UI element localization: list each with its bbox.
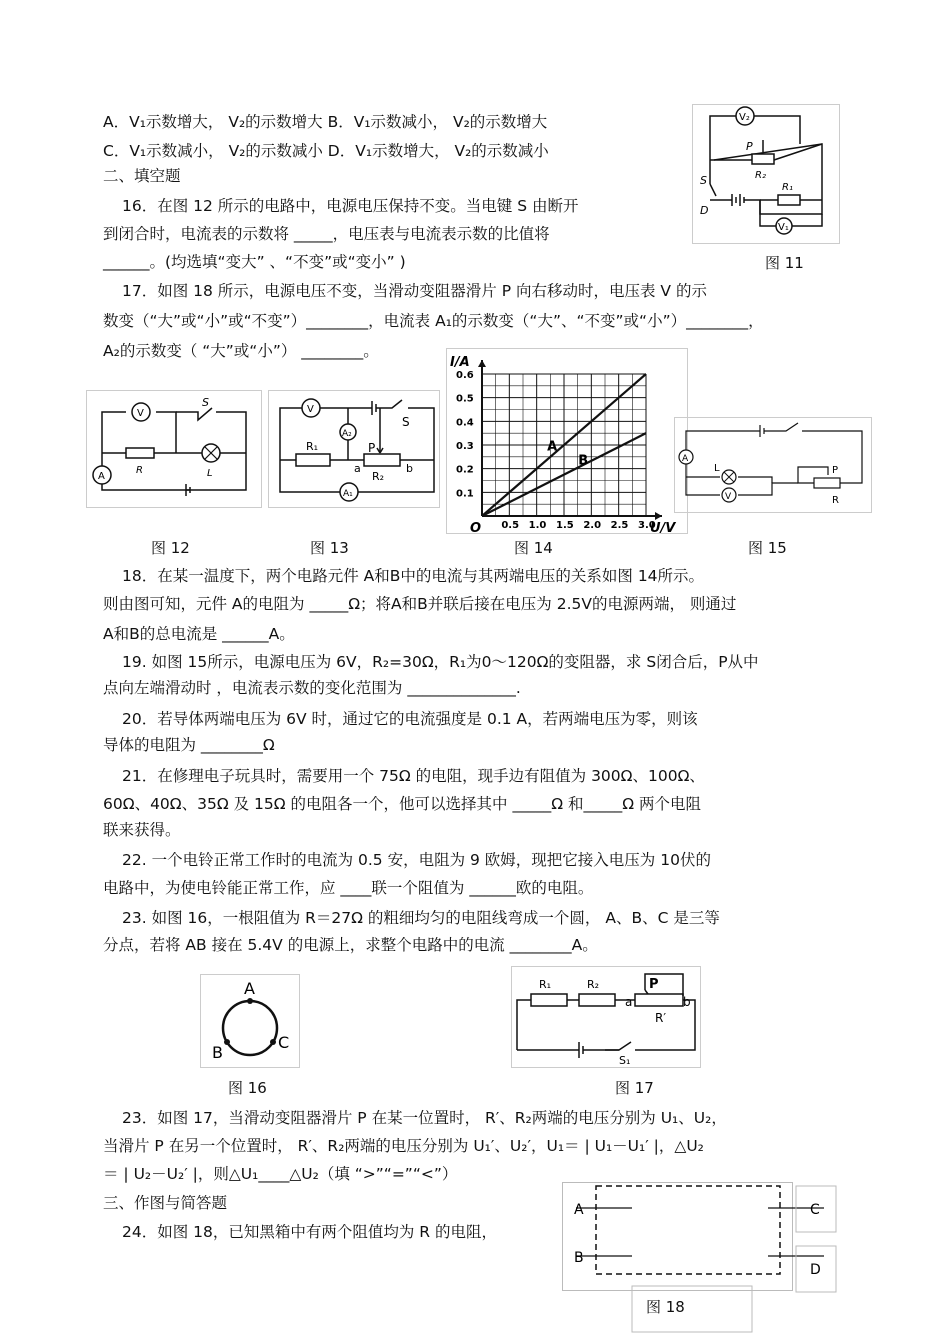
svg-text:a: a bbox=[625, 995, 633, 1009]
option-cd: C．V₁示数减小， V₂的示数减小 D．V₁示数增大， V₂的示数减小 bbox=[103, 142, 549, 160]
svg-text:D: D bbox=[700, 204, 709, 217]
terminal-a-label: A bbox=[574, 1202, 584, 1218]
x-tick-label: 0.5 bbox=[501, 520, 520, 531]
section-heading-fill: 二、填空题 bbox=[103, 167, 181, 185]
y-tick-label: 0.2 bbox=[456, 464, 474, 476]
q16-line2: 到闭合时，电流表的示数将 _____，电压表与电流表示数的比值将 bbox=[103, 225, 550, 243]
svg-text:S: S bbox=[700, 174, 707, 187]
x-axis-label: U/V bbox=[650, 521, 676, 534]
svg-text:b: b bbox=[406, 462, 413, 475]
svg-text:B: B bbox=[212, 1043, 223, 1062]
svg-text:P: P bbox=[368, 441, 376, 455]
svg-text:R₂: R₂ bbox=[372, 470, 385, 483]
figure-15-circuit bbox=[674, 417, 872, 513]
q23b-line1: 23．如图 17，当滑动变阻器滑片 P 在某一位置时， R′、R₂两端的电压分别为 U₁、U₂， bbox=[122, 1109, 727, 1127]
q19-line2: 点向左端滑动时 ，电流表示数的变化范围为 ______________. bbox=[103, 679, 521, 697]
figure-11-circuit bbox=[692, 104, 840, 244]
svg-text:R: R bbox=[832, 495, 839, 506]
svg-text:R₁: R₁ bbox=[782, 182, 793, 193]
q17-line3: A₂的示数变（ “大”或“小”） ________。 bbox=[103, 342, 379, 360]
svg-text:A: A bbox=[682, 454, 689, 464]
q17-line2: 数变（“大”或“小”或“不变”）________，电流表 A₁的示数变（“大”、“不变”或“小”）________， bbox=[103, 312, 764, 330]
y-tick-label: 0.4 bbox=[456, 417, 474, 429]
svg-text:V₁: V₁ bbox=[778, 222, 789, 233]
svg-text:P: P bbox=[832, 465, 839, 476]
figure-16-caption: 图 16 bbox=[228, 1079, 267, 1097]
origin-label: O bbox=[470, 521, 482, 534]
figure-12-caption: 图 12 bbox=[151, 539, 190, 557]
svg-text:L: L bbox=[207, 468, 213, 479]
terminal-b-label: B bbox=[574, 1250, 584, 1266]
q18-line2: 则由图可知，元件 A的电阻为 _____Ω；将A和B并联后接在电压为 2.5V的电源两端， 则通过 bbox=[103, 595, 737, 613]
y-axis-label: I/A bbox=[450, 355, 470, 370]
y-tick-label: 0.3 bbox=[456, 441, 474, 452]
option-ab: A．V₁示数增大， V₂的示数增大 B．V₁示数减小， V₂的示数增大 bbox=[103, 113, 548, 131]
x-tick-label: 2.0 bbox=[583, 520, 602, 531]
svg-text:S: S bbox=[202, 396, 209, 409]
terminal-d-label: D bbox=[810, 1262, 821, 1278]
svg-text:A₂: A₂ bbox=[342, 429, 352, 439]
y-axis-arrow bbox=[478, 360, 486, 367]
terminal-c-label: C bbox=[810, 1202, 820, 1218]
q21-line3: 联来获得。 bbox=[103, 821, 181, 839]
q20-line1: 20．若导体两端电压为 6V 时，通过它的电流强度是 0.1 A，若两端电压为零，则该 bbox=[122, 710, 698, 728]
figure-14-caption: 图 14 bbox=[514, 539, 553, 557]
q16-line3: ______。(均选填“变大” 、“不变”或“变小” ) bbox=[103, 253, 406, 271]
svg-text:R₂: R₂ bbox=[755, 170, 766, 181]
svg-text:R₁: R₁ bbox=[306, 440, 319, 453]
figure-13-caption: 图 13 bbox=[310, 539, 349, 557]
svg-text:A₁: A₁ bbox=[343, 489, 353, 499]
figure-15-caption: 图 15 bbox=[748, 539, 787, 557]
svg-text:P: P bbox=[746, 140, 753, 153]
q23a-line1: 23. 如图 16，一根阻值为 R＝27Ω 的粗细均匀的电阻线弯成一个圆， A、B、C 是三等 bbox=[122, 909, 720, 927]
q22-line1: 22. 一个电铃正常工作时的电流为 0.5 安，电阻为 9 欧姆，现把它接入电压为 10伏的 bbox=[122, 851, 711, 869]
q19-line1: 19. 如图 15所示，电源电压为 6V，R₂=30Ω，R₁为0～120Ω的变阻器，求 S闭合后，P从中 bbox=[122, 653, 759, 671]
svg-text:C: C bbox=[278, 1033, 290, 1052]
svg-text:P: P bbox=[649, 977, 659, 992]
svg-text:R: R bbox=[136, 465, 143, 476]
q18-line3: A和B的总电流是 ______A。 bbox=[103, 625, 295, 643]
figure-16-ring bbox=[200, 974, 300, 1068]
q17-line1: 17．如图 18 所示，电源电压不变，当滑动变阻器滑片 P 向右移动时，电压表 V 的示 bbox=[122, 282, 707, 300]
svg-text:b: b bbox=[683, 995, 691, 1009]
svg-text:R₁: R₁ bbox=[539, 978, 552, 991]
y-tick-label: 0.1 bbox=[456, 488, 474, 500]
figure-17-circuit bbox=[511, 966, 701, 1068]
q18-line1: 18．在某一温度下，两个电路元件 A和B中的电流与其两端电压的关系如图 14所示。 bbox=[122, 567, 705, 585]
q20-line2: 导体的电阻为 ________Ω bbox=[103, 736, 275, 754]
svg-text:a: a bbox=[354, 462, 361, 475]
x-tick-label: 2.5 bbox=[610, 520, 629, 531]
figure-11-caption: 图 11 bbox=[765, 254, 804, 272]
series-label-A: A bbox=[547, 439, 558, 455]
q21-line2: 60Ω、40Ω、35Ω 及 15Ω 的电阻各一个，他可以选择其中 _____Ω 和_____Ω 两个电阻 bbox=[103, 795, 702, 813]
figure-13-circuit bbox=[268, 390, 440, 508]
svg-text:A: A bbox=[98, 471, 105, 482]
q23a-line2: 分点，若将 AB 接在 5.4V 的电源上，求整个电路中的电流 ________A。 bbox=[103, 936, 598, 954]
y-tick-label: 0.6 bbox=[456, 370, 474, 381]
q22-line2: 电路中，为使电铃能正常工作，应 ____联一个阻值为 ______欧的电阻。 bbox=[103, 879, 594, 897]
section-heading-drawing: 三、作图与简答题 bbox=[103, 1194, 228, 1212]
svg-text:V: V bbox=[725, 492, 732, 502]
figure-14-chart bbox=[446, 348, 688, 534]
q23b-line2: 当滑片 P 在另一个位置时， R′、R₂两端的电压分别为 U₁′、U₂′，U₁＝ | U₁－U₁′ |，△U₂ bbox=[103, 1137, 704, 1155]
figure-18-black-box bbox=[562, 1182, 840, 1334]
svg-text:V: V bbox=[137, 408, 144, 419]
svg-text:R₂: R₂ bbox=[587, 978, 600, 991]
svg-text:V₂: V₂ bbox=[739, 112, 750, 123]
svg-text:R′: R′ bbox=[655, 1011, 667, 1025]
x-tick-label: 3.0 bbox=[638, 520, 656, 531]
series-label-B: B bbox=[578, 453, 589, 469]
q23b-line3: ＝ | U₂－U₂′ |，则△U₁____△U₂（填 “>”“=”“<”） bbox=[103, 1165, 458, 1183]
x-tick-label: 1.0 bbox=[528, 520, 547, 531]
figure-18-caption: 图 18 bbox=[646, 1298, 685, 1316]
x-tick-label: 1.5 bbox=[556, 520, 574, 531]
q24-line1: 24．如图 18，已知黑箱中有两个阻值均为 R 的电阻， bbox=[122, 1223, 497, 1241]
svg-text:S: S bbox=[402, 415, 410, 429]
q16-line1: 16．在图 12 所示的电路中，电源电压保持不变。当电键 S 由断开 bbox=[122, 197, 579, 215]
q21-line1: 21．在修理电子玩具时，需要用一个 75Ω 的电阻，现手边有阻值为 300Ω、100Ω、 bbox=[122, 767, 705, 785]
svg-text:S₁: S₁ bbox=[619, 1054, 631, 1067]
svg-text:L: L bbox=[714, 463, 720, 474]
svg-text:A: A bbox=[244, 979, 255, 998]
y-tick-label: 0.5 bbox=[456, 393, 474, 405]
svg-text:V: V bbox=[307, 404, 314, 415]
figure-12-circuit bbox=[86, 390, 262, 508]
x-axis-arrow bbox=[655, 512, 662, 520]
figure-17-caption: 图 17 bbox=[615, 1079, 654, 1097]
